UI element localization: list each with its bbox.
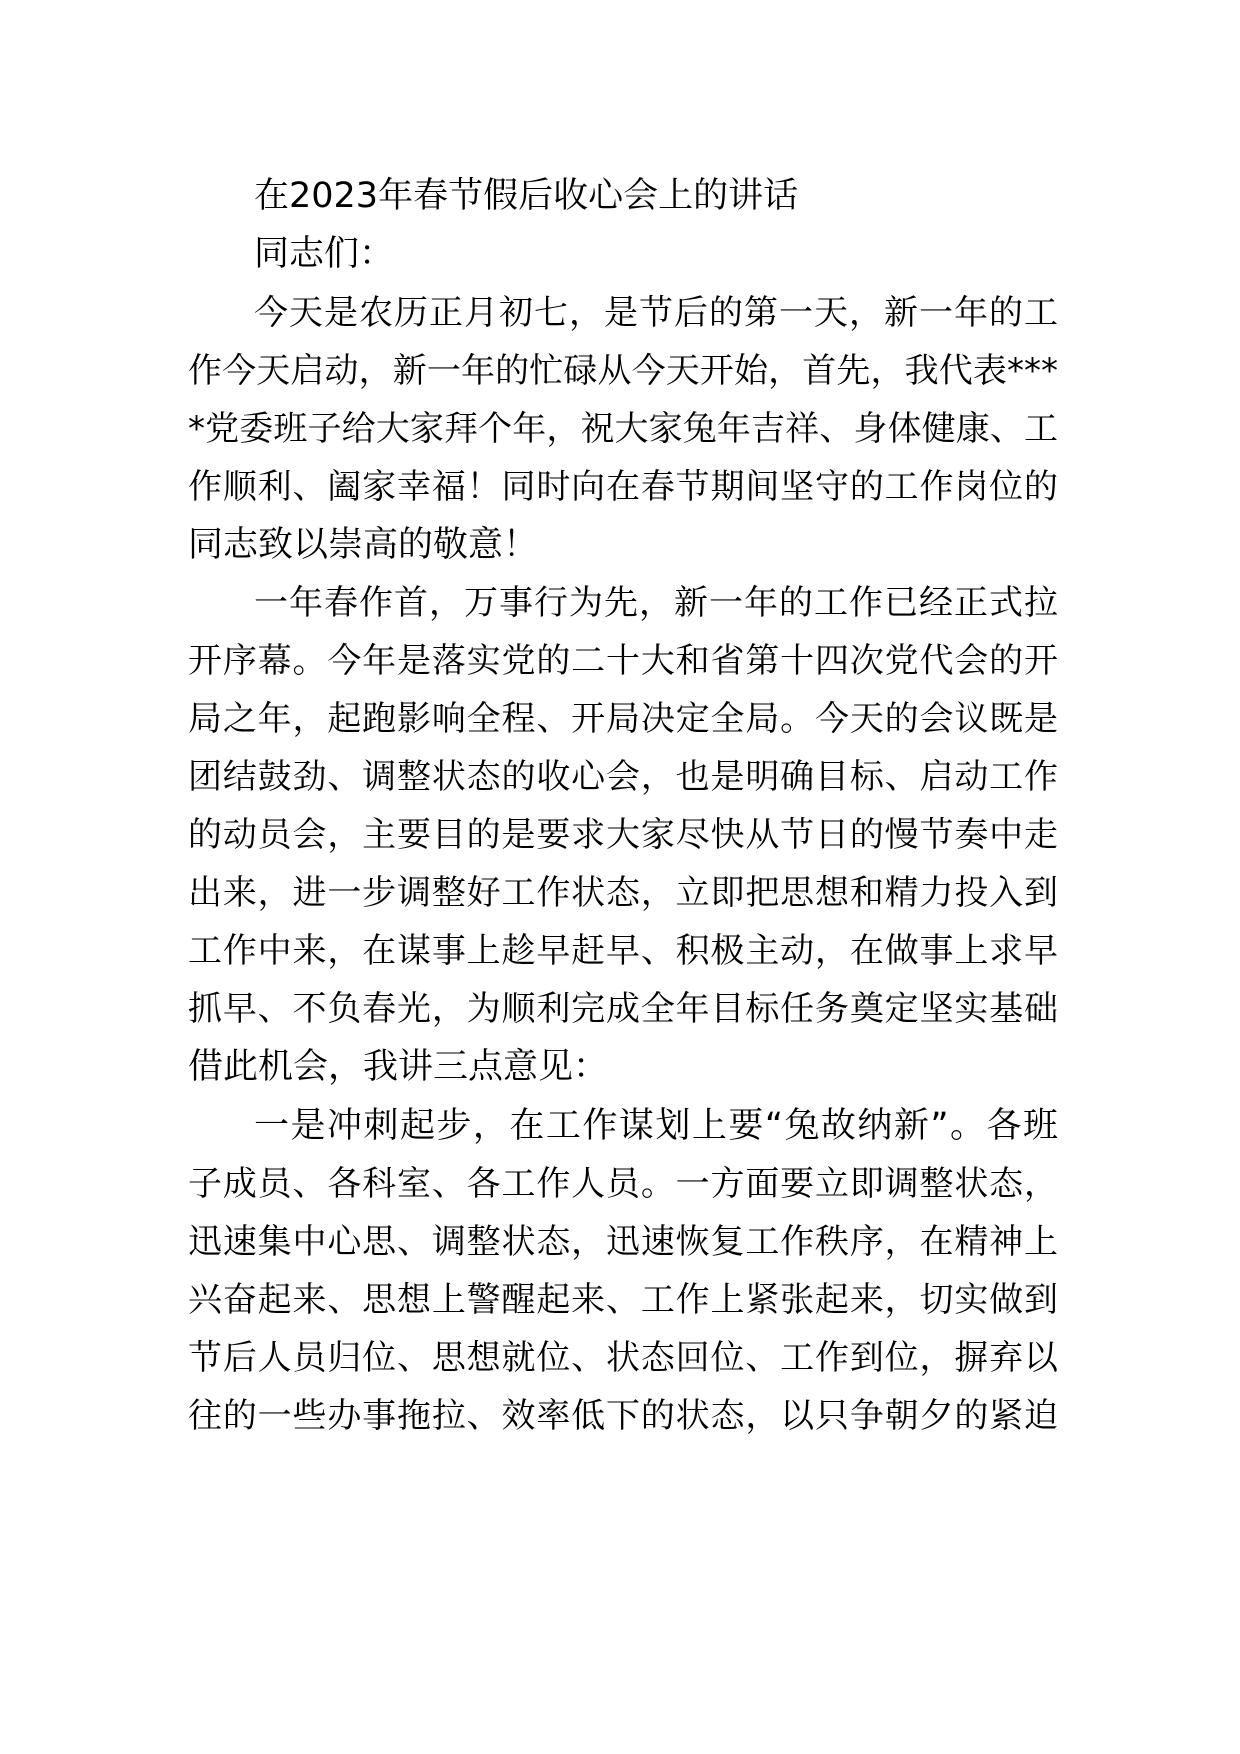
paragraph-2-line-3: 局之年，起跑影响全程、开局决定全局。今天的会议既是 (188, 699, 1058, 739)
paragraph-1-line-5: 同志致以崇高的敬意！ (188, 525, 539, 565)
paragraph-2-line-8: 抓早、不负春光，为顺利完成全年目标任务奠定坚实基础 (188, 989, 1058, 1029)
paragraph-2-line-4: 团结鼓劲、调整状态的收心会，也是明确目标、启动工作 (188, 757, 1058, 797)
paragraph-2-line-6: 出来，进一步调整好工作状态，立即把思想和精力投入到 (188, 873, 1058, 913)
paragraph-2-line-2: 开序幕。今年是落实党的二十大和省第十四次党代会的开 (188, 641, 1058, 681)
paragraph-1-line-4: 作顺利、阖家幸福！同时向在春节期间坚守的工作岗位的 (188, 467, 1058, 507)
paragraph-2-line-5: 的动员会，主要目的是要求大家尽快从节日的慢节奏中走 (188, 815, 1058, 855)
paragraph-2-line-1: 一年春作首，万事行为先，新一年的工作已经正式拉 (254, 583, 1058, 623)
paragraph-1-line-2: 作今天启动，新一年的忙碌从今天开始，首先，我代表*** (188, 351, 1058, 391)
salutation: 同志们： (254, 234, 395, 274)
paragraph-2-line-7: 工作中来，在谋事上趁早赶早、积极主动，在做事上求早 (188, 931, 1058, 971)
paragraph-3-line-5: 节后人员归位、思想就位、状态回位、工作到位，摒弃以 (188, 1338, 1058, 1378)
paragraph-3-line-1: 一是冲刺起步，在工作谋划上要“兔故纳新”。各班 (254, 1106, 1058, 1146)
paragraph-1-line-1: 今天是农历正月初七，是节后的第一天，新一年的工 (254, 293, 1058, 333)
paragraph-3-line-6: 往的一些办事拖拉、效率低下的状态，以只争朝夕的紧迫 (188, 1396, 1058, 1436)
paragraph-1-line-3: *党委班子给大家拜个年，祝大家兔年吉祥、身体健康、工 (188, 409, 1058, 449)
paragraph-3-line-4: 兴奋起来、思想上警醒起来、工作上紧张起来，切实做到 (188, 1280, 1058, 1320)
paragraph-3-line-2: 子成员、各科室、各工作人员。一方面要立即调整状态， (188, 1164, 1058, 1204)
paragraph-3-line-3: 迅速集中心思、调整状态，迅速恢复工作秩序，在精神上 (188, 1222, 1058, 1262)
paragraph-2-line-9: 借此机会，我讲三点意见： (188, 1047, 609, 1087)
document-title: 在2023年春节假后收心会上的讲话 (254, 176, 799, 216)
